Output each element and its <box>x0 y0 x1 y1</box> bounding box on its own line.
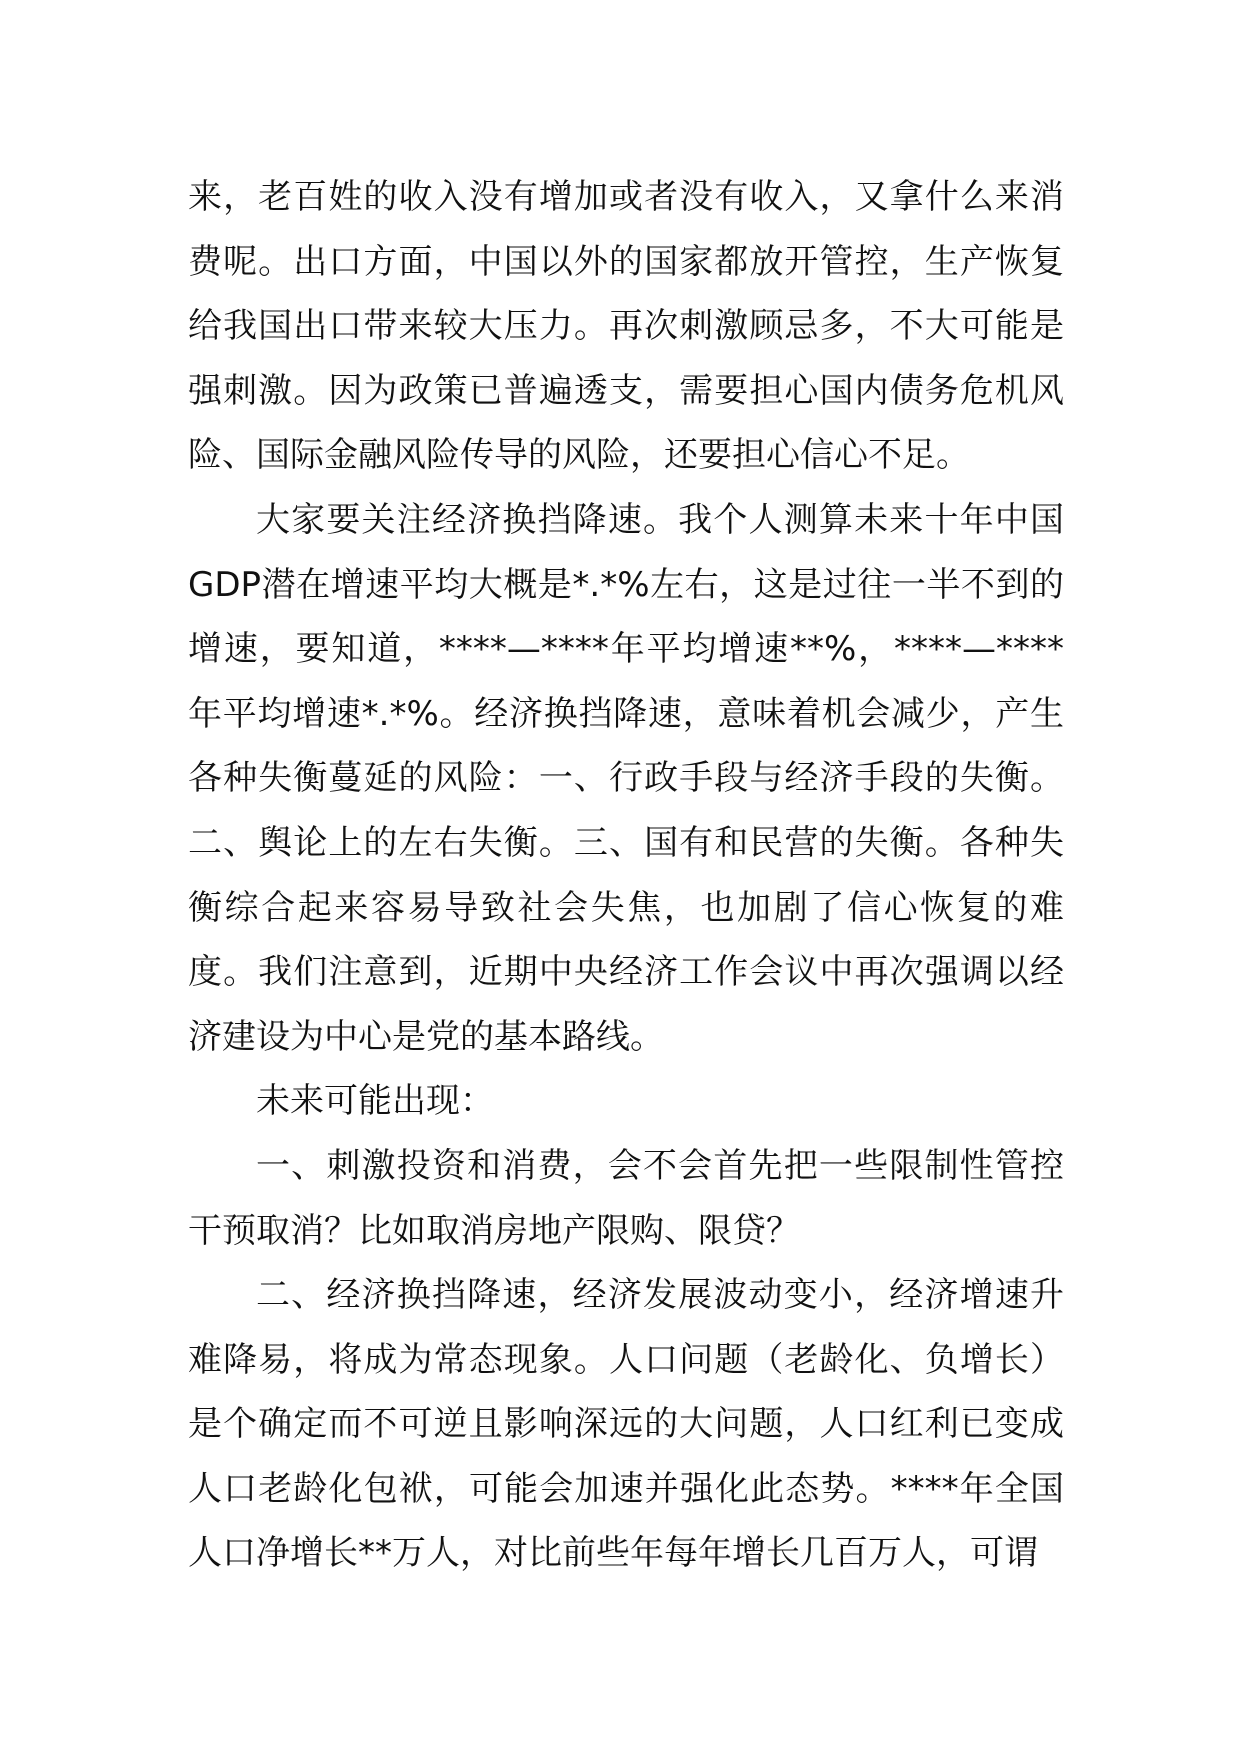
paragraph-point-two: 二、经济换挡降速，经济发展波动变小，经济增速升难降易，将成为常态现象。人口问题（老龄化、负增长）是个确定而不可逆且影响深远的大问题，人口红利已变成人口老龄化包袱，可能会加速并强化此态势。****年全国人口净增长**万人，对比前些年每年增长几百万人，可谓 <box>188 1275 1064 1574</box>
paragraph-point-one: 一、刺激投资和消费，会不会首先把一些限制性管控干预取消？比如取消房地产限购、限贷？ <box>188 1145 1064 1251</box>
paragraph-consumption-export: 来，老百姓的收入没有增加或者没有收入，又拿什么来消费呢。出口方面，中国以外的国家都放开管控，生产恢复给我国出口带来较大压力。再次刺激顾忌多，不大可能是强刺激。因为政策已普遍透支，需要担心国内债务危机风险、国际金融风险传导的风险，还要担心信心不足。 <box>188 177 1064 476</box>
paragraph-future-heading: 未来可能出现： <box>256 1081 494 1122</box>
paragraph-economic-slowdown: 大家要关注经济换挡降速。我个人测算未来十年中国GDP潜在增速平均大概是*.*%左右，这是过往一半不到的增速，要知道，****—****年平均增速**%，****—****年平均增速*.*%。经济换挡降速，意味着机会减少，产生各种失衡蔓延的风险：一、行政手段与经济手段的失衡。二、舆论上的左右失衡。三、国有和民营的失衡。各种失衡综合起来容易导致社会失焦，也加剧了信心恢复的难度。我们注意到，近期中央经济工作会议中再次强调以经济建设为中心是党的基本路线。 <box>188 499 1064 1057</box>
document-page <box>188 165 1064 1586</box>
